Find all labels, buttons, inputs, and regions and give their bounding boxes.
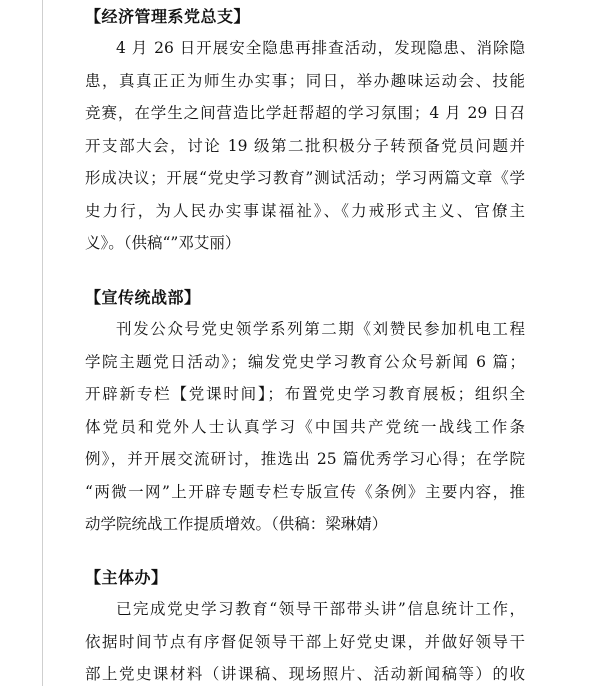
paragraph-line: 部上党史课材料（讲课稿、现场照片、活动新闻稿等）的收 — [85, 665, 525, 683]
page-edge-divider — [42, 0, 43, 686]
section-paragraph-main-office — [85, 593, 525, 691]
section-paragraph-publicity — [85, 313, 525, 541]
section-heading-publicity: 【宣传统战部】 — [85, 288, 201, 307]
paragraph-line: 开支部大会，讨论 19 级第二批积极分子转预备党员问题并 — [85, 136, 525, 155]
paragraph-line: 义》。（供稿“”邓艾丽） — [85, 234, 241, 252]
paragraph-line: 依据时间节点有序督促领导干部上好党史课，并做好领导干 — [85, 632, 525, 651]
paragraph-line: 4 月 26 日开展安全隐患再排查活动，发现隐患、消除隐 — [116, 39, 525, 57]
paragraph-line: “两微一网”上开辟专题专栏专版宣传《条例》主要内容，推 — [85, 482, 525, 501]
paragraph-line: 开辟新专栏【党课时间】；布置党史学习教育展板；组织全 — [85, 385, 525, 403]
section-heading-main-office: 【主体办】 — [85, 568, 168, 587]
paragraph-line: 刊发公众号党史领学系列第二期《刘赞民参加机电工程 — [116, 320, 525, 338]
section-paragraph-economics — [85, 32, 525, 260]
paragraph-line: 患，真真正正为师生办实事；同日，举办趣味运动会、技能 — [85, 71, 525, 90]
paragraph-line: 例》，并开展交流研讨，推选出 25 篇优秀学习心得；在学院 — [85, 450, 525, 468]
paragraph-line: 史力行，为人民办实事谋福祉》、《力戒形式主义、官僚主 — [85, 201, 525, 220]
paragraph-line: 学院主题党日活动》；编发党史学习教育公众号新闻 6 篇； — [85, 352, 525, 371]
paragraph-line: 动学院统战工作提质增效。（供稿：梁琳婧） — [85, 515, 388, 533]
paragraph-line: 已完成党史学习教育“领导干部带头讲”信息统计工作， — [116, 600, 525, 618]
paragraph-line: 竞赛，在学生之间营造比学赶帮超的学习氛围；4 月 29 日召 — [85, 104, 525, 122]
section-heading-economics: 【经济管理系党总支】 — [85, 7, 251, 26]
paragraph-line: 体党员和党外人士认真学习《中国共产党统一战线工作条 — [85, 417, 525, 436]
paragraph-line: 形成决议；开展“党史学习教育”测试活动；学习两篇文章《学 — [85, 169, 525, 187]
